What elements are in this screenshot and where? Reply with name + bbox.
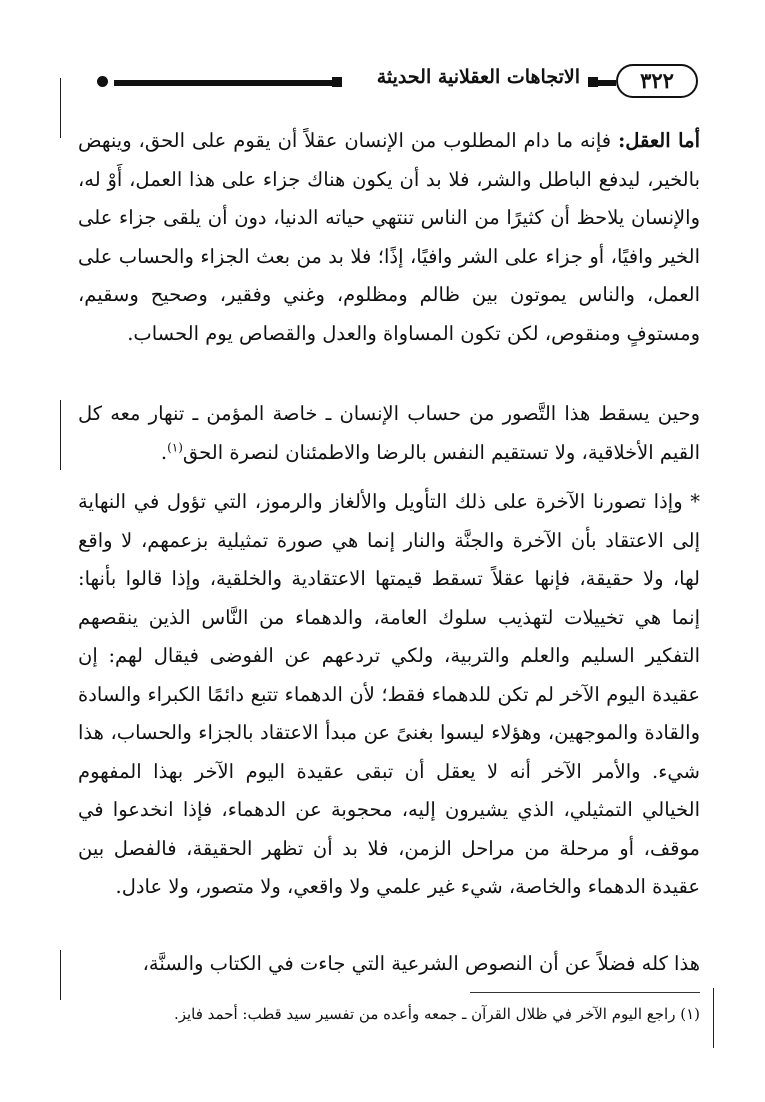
header-ornament-bar [114, 80, 332, 86]
paragraph-text: فإنه ما دام المطلوب من الإنسان عقلاً أن يقوم على الحق، وينهض بالخير، ليدفع الباطل والشر، فلا بد أن يكون هناك جزاء على هذا العمل، أَوْ له، والإنسان يلاحظ أن كثيرًا من الناس تنتهي حياته الدنيا، دون أن يلقى جزاء على الخير وافيًا، أو جزاء على الشر وافيًا، إذًا؛ فلا بد من بعث الجزاء والحساب على العمل، والناس يموتون بين ظالم ومظلوم، وغني وفقير، وصحيح وسقيم، ومستوفٍ ومنقوص، لكن تكون المساواة والعدل والقصاص يوم الحساب. [78, 129, 700, 345]
footnote-reference: (١) [167, 440, 183, 454]
paragraph [78, 395, 700, 472]
header-ornament-square [332, 77, 342, 87]
paragraph [78, 945, 700, 984]
paragraph [78, 122, 700, 353]
header-ornament-bar [598, 80, 616, 86]
header-ornament-square [588, 77, 598, 87]
header-ornament-dot [97, 76, 108, 87]
paragraph-text: وحين يسقط هذا التَّصور من حساب الإنسان ـ خاصة المؤمن ـ تنهار معه كل القيم الأخلاقية، ولا تستقيم النفس بالرضا والاطمئنان لنصرة الحق [78, 402, 700, 464]
page-header [78, 64, 698, 104]
paragraph [78, 483, 700, 907]
page-number: ٣٢٢ [616, 64, 698, 98]
margin-rule [60, 950, 61, 1000]
margin-rule [713, 988, 714, 1048]
paragraph-text: هذا كله فضلاً عن أن النصوص الشرعية التي جاءت في الكتاب والسنَّة، [142, 952, 700, 975]
paragraph-end: . [160, 440, 168, 464]
paragraph-text: * وإذا تصورنا الآخرة على ذلك التأويل والألغاز والرموز، التي تؤول في النهاية إلى الاعتقاد بأن الآخرة والجنَّة والنار إنما هي صورة تمثيلية بزعمهم، لا واقع لها، ولا حقيقة، فإنها عقلاً تسقط قيمتها الاعتقادية والخلقية، وإذا قالوا بأنها: إنما هي تخييلات لتهذيب سلوك العامة، والدهماء من النَّاس الذين ينقصهم التفكير السليم والعلم والتربية، ولكي تردعهم عن الفوضى فيقال لهم: إن عقيدة اليوم الآخر لم تكن للدهماء فقط؛ لأن الدهماء تتبع دائمًا الكبراء والسادة والقادة والموجهين، وهؤلاء ليسوا بغنىً عن مبدأ الاعتقاد بالجزاء والحساب، هذا شيء. والأمر الآخر أنه لا يعقل أن تبقى عقيدة اليوم الآخر بهذا المفهوم الخيالي التمثيلي، الذي يشيرون إليه، محجوبة عن الدهماء، فإذا انخدعوا في موقف، أو مرحلة من مراحل الزمن، فلا بد أن تظهر الحقيقة، فالفصل بين عقيدة الدهماء والخاصة، شيء غير علمي ولا واقعي، ولا متصور، ولا عادل. [78, 490, 700, 898]
margin-rule [60, 400, 61, 470]
footnote: (١) راجع اليوم الآخر في ظلال القرآن ـ جمعه وأعده من تفسير سيد قطب: أحمد فايز. [173, 1005, 700, 1023]
margin-rule [60, 78, 61, 138]
running-title: الاتجاهات العقلانية الحديثة [376, 66, 580, 88]
footnote-divider [470, 992, 700, 993]
paragraph-lead: أما العقل: [618, 129, 700, 152]
